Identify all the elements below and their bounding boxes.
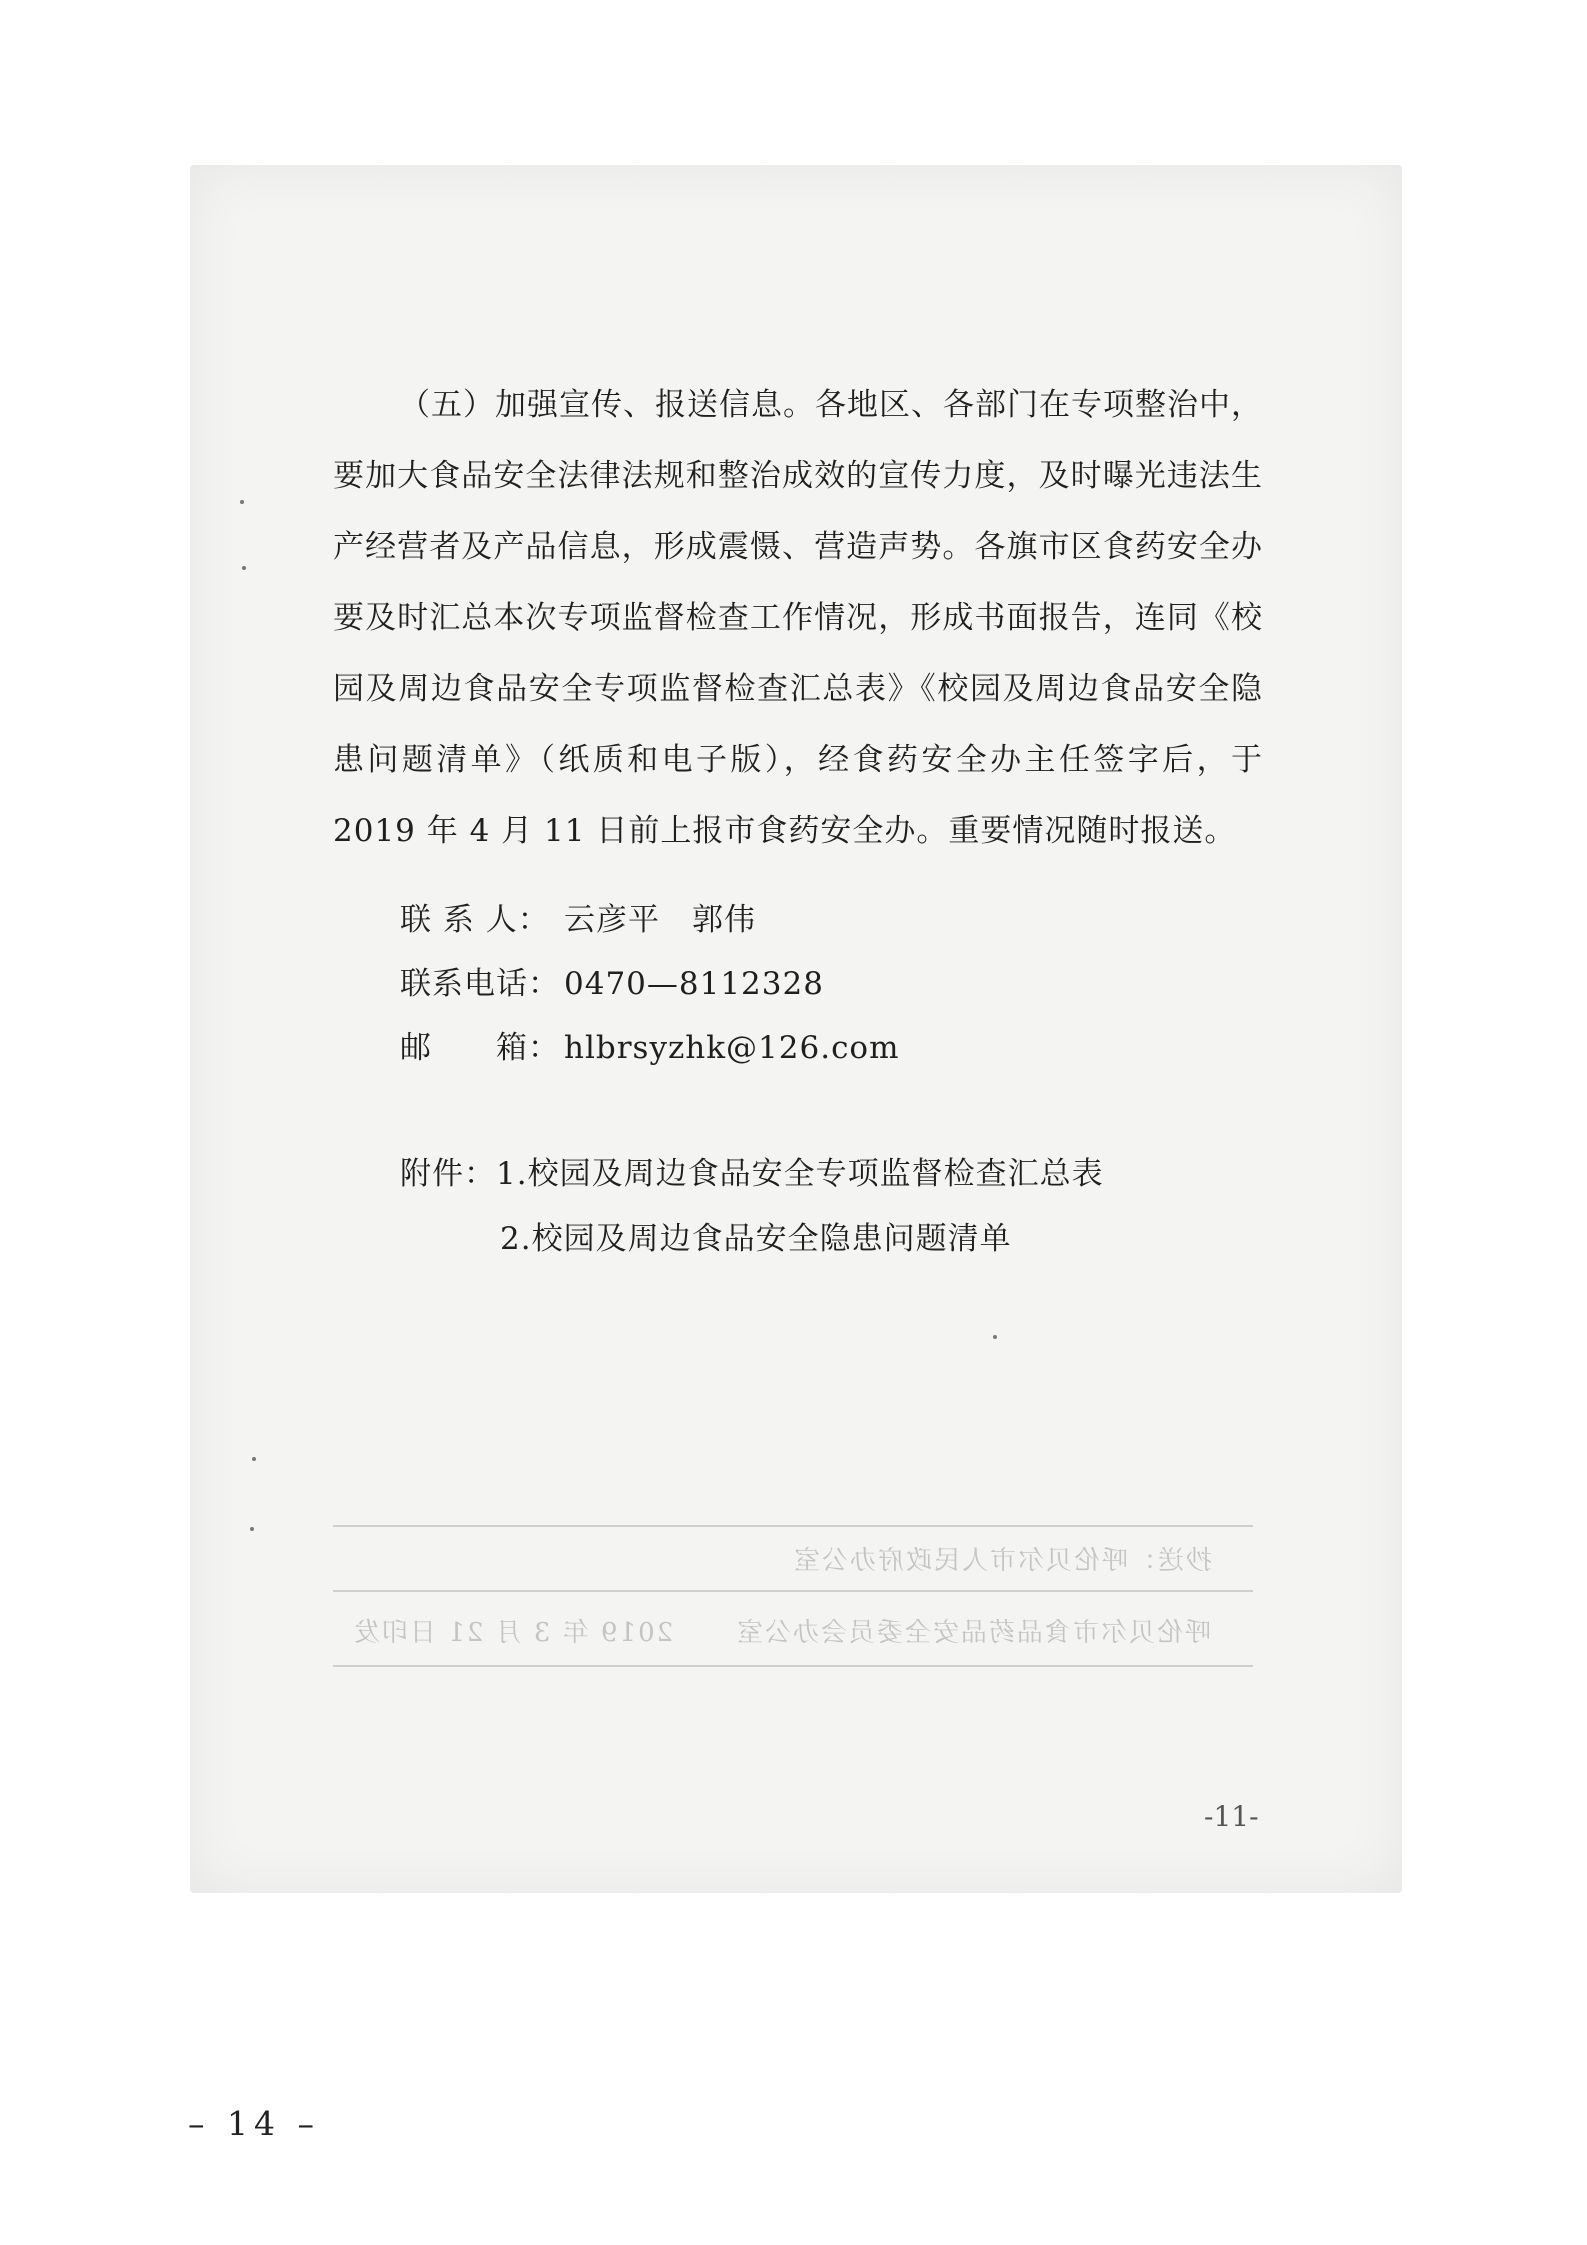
contact-phone-value: 0470—8112328	[564, 966, 824, 1002]
attachment-item: 2.校园及周边食品安全隐患问题清单	[500, 1221, 1012, 1257]
footer-cc-line: 抄送：呼伦贝尔市人民政府办公室	[792, 1546, 1213, 1576]
footer-date: 2019 年 3 月 21 日印发	[352, 1618, 674, 1648]
scan-speck	[993, 1335, 997, 1339]
contact-email-line	[400, 1022, 900, 1067]
body-paragraph	[333, 370, 1263, 867]
attachment-item: 1.校园及周边食品安全专项监督检查汇总表	[496, 1156, 1104, 1192]
attachment-line-1	[400, 1148, 1104, 1193]
contact-person-label: 联 系 人：	[400, 902, 550, 938]
contact-phone-line	[400, 958, 824, 1003]
contact-person-value: 云彦平 郭伟	[564, 902, 756, 938]
contact-phone-label: 联系电话：	[400, 966, 560, 1002]
attachment-line-2	[500, 1213, 1012, 1258]
footer-issuer: 呼伦贝尔市食品药品安全委员会办公室	[735, 1618, 1212, 1648]
scan-speck	[250, 1527, 254, 1531]
paragraph-text: （五）加强宣传、报送信息。各地区、各部门在专项整治中，要加大食品安全法律法规和整治成效的宣传力度，及时曝光违法生产经营者及产品信息，形成震慑、营造声势。各旗市区食药安全办要及时汇总本次专项监督检查工作情况，形成书面报告，连同《校园及周边食品安全专项监督检查汇总表》《校园及周边食品安全隐患问题清单》（纸质和电子版），经食药安全办主任签字后，于 2019 年 4 月 11 日前上报市食药安全办。重要情况随时报送。	[333, 387, 1263, 849]
contact-email-label: 邮 箱：	[400, 1030, 560, 1066]
footer-rule-bottom	[333, 1665, 1253, 1667]
footer-rule-middle	[333, 1590, 1253, 1592]
contact-email-value: hlbrsyzhk@126.com	[564, 1030, 900, 1066]
page-number: – 14 –	[188, 2104, 320, 2143]
contact-person-line	[400, 894, 756, 939]
footer-rule-top	[333, 1525, 1253, 1527]
scan-speck	[240, 500, 244, 504]
attachment-prefix: 附件：	[400, 1156, 496, 1192]
scan-speck	[252, 1457, 256, 1461]
scan-speck	[242, 566, 246, 570]
inner-page-number: -11-	[1204, 1800, 1259, 1833]
